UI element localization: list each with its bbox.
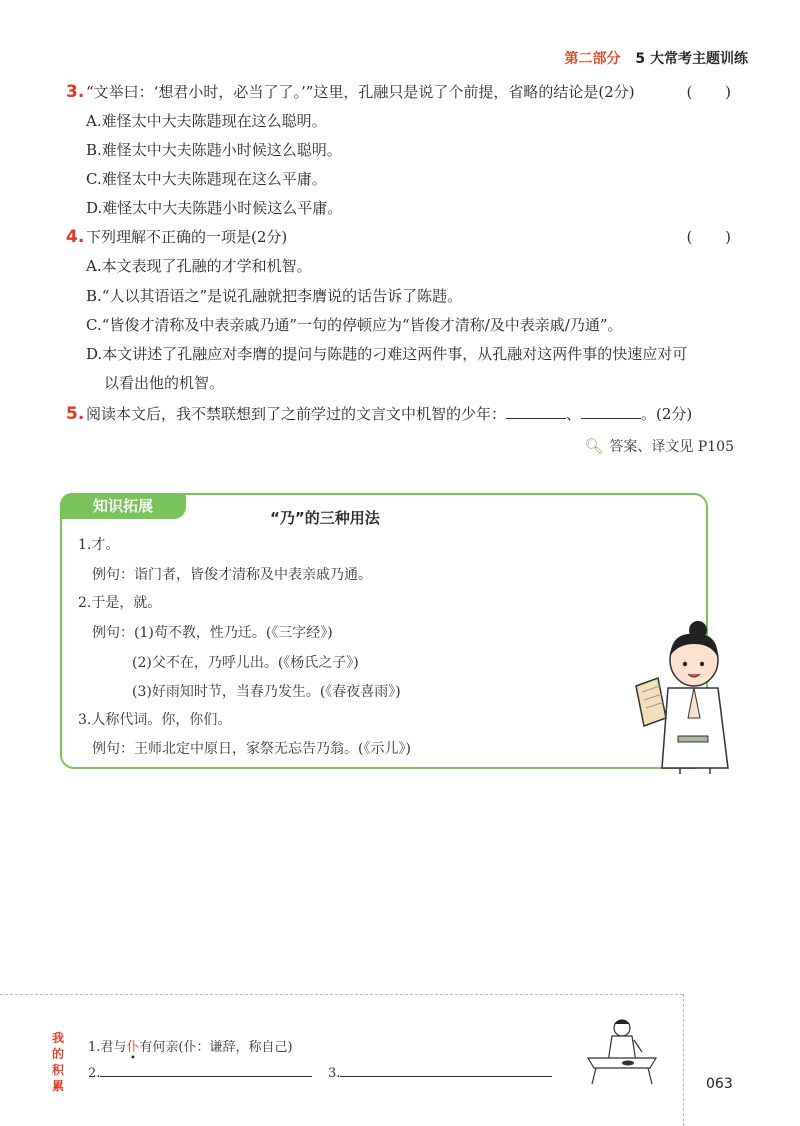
footer-vertical-divider [683, 994, 684, 1126]
accumulation-label: 我的积累 [52, 1031, 65, 1093]
option-a: A.本文表现了孔融的才学和机智。 [86, 257, 312, 275]
usage-2-example-3: (3)好雨知时节，当春乃发生。(《春夜喜雨》) [132, 684, 401, 700]
accumulation-number-2: 2. [88, 1066, 101, 1081]
knowledge-title: “乃”的三种用法 [270, 509, 380, 527]
accumulation-line-3 [328, 1064, 552, 1081]
blank-separator: 、 [566, 405, 582, 423]
accumulation-line-1 [88, 1036, 293, 1055]
accumulation-line-1-prefix: 1.君与 [88, 1040, 127, 1055]
answer-blank-2[interactable] [581, 404, 641, 419]
usage-2-heading: 2.于是，就。 [78, 595, 162, 611]
usage-2-example-2: (2)父不在，乃呼儿出。(《杨氏之子》) [132, 655, 359, 671]
knowledge-tab: 知识拓展 [60, 493, 186, 519]
option-b: B.难怪太中大夫陈韪小时候这么聪明。 [86, 141, 342, 159]
question-text: 下列理解不正确的一项是(2分) [86, 228, 288, 246]
accumulation-highlight: 仆 [126, 1040, 140, 1055]
writing-child-illustration [578, 1014, 668, 1090]
magnifier-icon: 🔍︎ [584, 437, 604, 455]
option-d-continued: 以看出他的机智。 [104, 374, 225, 392]
footer-divider [0, 994, 683, 995]
accumulation-blank-3[interactable] [340, 1064, 552, 1077]
option-a: A.难怪太中大夫陈韪现在这么聪明。 [86, 112, 327, 130]
question-5 [66, 404, 745, 424]
question-number: 3. [66, 82, 85, 102]
question-text: “文举曰：‘想君小时，必当了了。’”这里，孔融只是说了个前提，省略的结论是(2分) [86, 83, 635, 101]
section-part: 第二部分 [564, 51, 621, 67]
page-header [565, 48, 749, 68]
accumulation-line-1-suffix: 有何亲(仆：谦辞，称自己) [139, 1040, 293, 1055]
answer-parentheses[interactable]: ( ) [686, 83, 745, 101]
option-b: B.“人以其语语之”是说孔融就把李膺说的话告诉了陈韪。 [86, 287, 463, 305]
option-c: C.难怪太中大夫陈韪现在这么平庸。 [86, 170, 327, 188]
usage-2-example-1: 例句：(1)苟不教，性乃迁。(《三字经》) [92, 625, 333, 641]
answer-reference-text: 答案、译文见 P105 [609, 439, 734, 455]
question-end: 。(2分) [641, 405, 693, 423]
section-title: 5 大常考主题训练 [635, 51, 748, 67]
option-c: C.“皆俊才清称及中表亲戚乃通”一句的停顿应为“皆俊才清称/及中表亲戚/乃通”。 [86, 316, 623, 334]
answer-reference [584, 436, 734, 456]
question-3 [66, 82, 745, 102]
option-d: D.本文讲述了孔融应对李膺的提问与陈韪的刁难这两件事，从孔融对这两件事的快速应对可 [86, 345, 688, 363]
answer-blank-1[interactable] [506, 404, 566, 419]
usage-3-heading: 3.人称代词。你，你们。 [78, 712, 232, 728]
question-text: 阅读本文后，我不禁联想到了之前学过的文言文中机智的少年： [86, 405, 507, 423]
scholar-reading-illustration [632, 618, 742, 774]
accumulation-line-2 [88, 1064, 312, 1081]
usage-3-example: 例句：王师北定中原日，家祭无忘告乃翁。(《示儿》) [92, 741, 411, 757]
option-d: D.难怪太中大夫陈韪小时候这么平庸。 [86, 199, 343, 217]
accumulation-blank-2[interactable] [100, 1064, 312, 1077]
usage-1-heading: 1.才。 [78, 537, 120, 553]
question-4 [66, 227, 745, 247]
page-number: 063 [706, 1076, 733, 1092]
accumulation-number-3: 3. [328, 1066, 341, 1081]
question-number: 5. [66, 404, 85, 424]
usage-1-example: 例句：诣门者，皆俊才清称及中表亲戚乃通。 [92, 567, 372, 583]
question-number: 4. [66, 227, 85, 247]
answer-parentheses[interactable]: ( ) [686, 228, 745, 246]
